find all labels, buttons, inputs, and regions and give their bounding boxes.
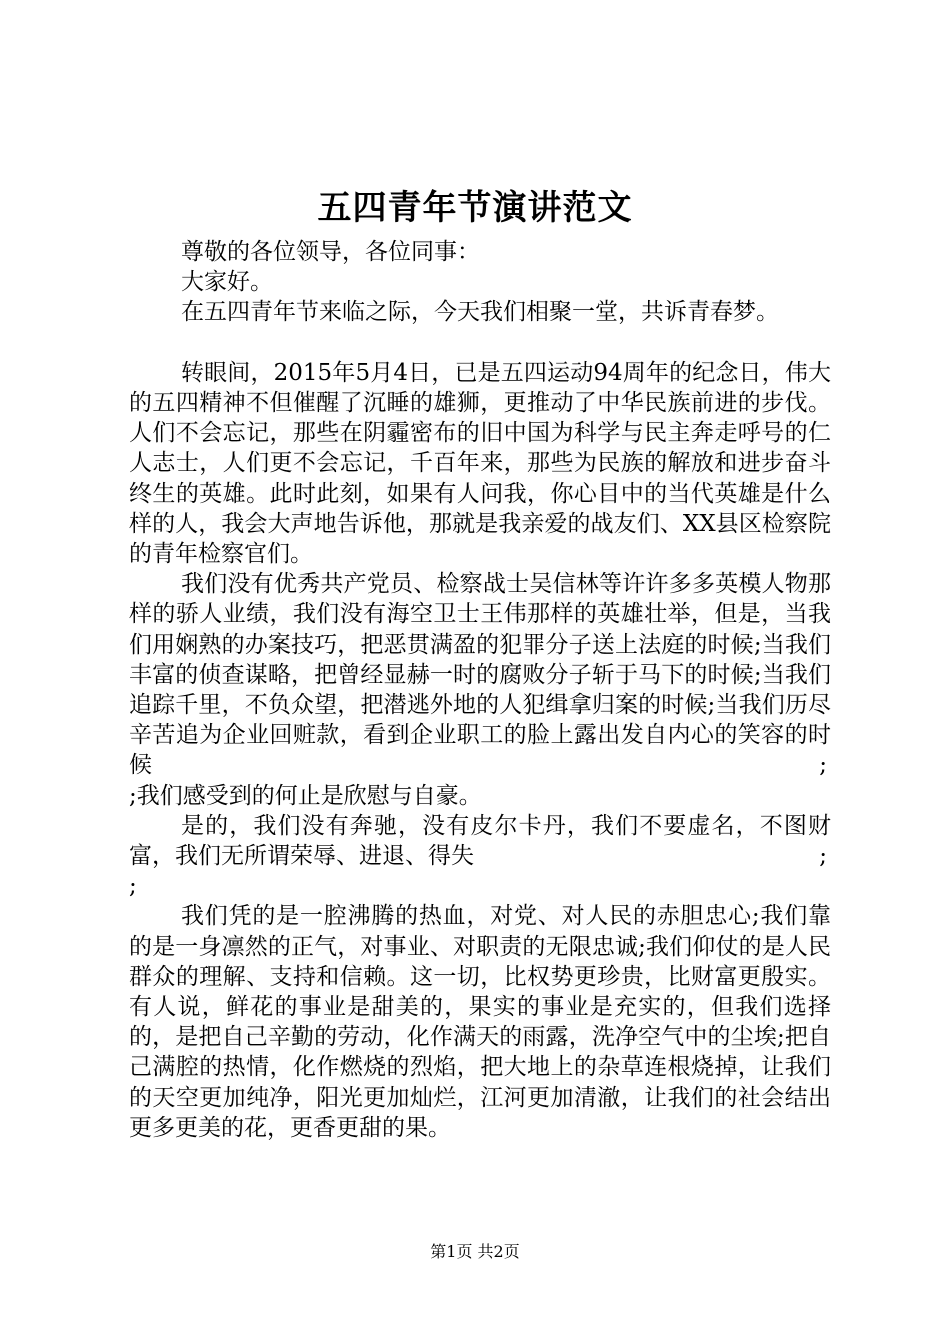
document-body (129, 237, 831, 1143)
blank-line (129, 328, 831, 358)
page-number-footer: 第1页 共2页 (430, 1242, 520, 1261)
trailing-semicolon-1: ; (819, 752, 827, 779)
greeting-paragraph: 大家好。 (181, 269, 273, 296)
body-paragraph-3: 是的，我们没有奔驰，没有皮尔卡丹，我们不要虚名，不图财富，我们无所谓荣辱、进退、得失 (129, 812, 831, 870)
body-paragraph-4: 我们凭的是一腔沸腾的热血，对党、对人民的赤胆忠心;我们靠的是一身凛然的正气，对事业、对职责的无限忠诚;我们仰仗的是人民群众的理解、支持和信赖。这一切，比权势更珍贵，比财富更殷实。有人说，鲜花的事业是甜美的，果实的事业是充实的，但我们选择的，是把自己辛勤的劳动，化作满天的雨露，洗净空气中的尘埃;把自己满腔的热情，化作燃烧的烈焰，把大地上的杂草连根烧掉，让我们的天空更加纯净，阳光更加灿烂，江河更加清澈，让我们的社会结出更多更美的花，更香更甜的果。 (129, 903, 831, 1141)
intro-paragraph: 在五四青年节来临之际，今天我们相聚一堂，共诉青春梦。 (181, 299, 779, 326)
trailing-semicolon-2: ; (819, 843, 827, 870)
body-paragraph-3-continuation: ; (129, 873, 137, 900)
body-paragraph-2: 我们没有优秀共产党员、检察战士吴信林等许许多多英模人物那样的骄人业绩，我们没有海空卫士王伟那样的英雄壮举，但是，当我们用娴熟的办案技巧，把恶贯满盈的犯罪分子送上法庭的时候;当我们丰富的侦查谋略，把曾经显赫一时的腐败分子斩于马下的时候;当我们追踪千里，不负众望，把潜逃外地的人犯缉拿归案的时候;当我们历尽辛苦追为企业回赃款，看到企业职工的脸上露出发自内心的笑容的时候 (129, 571, 831, 779)
body-paragraph-1: 转眼间，2015年5月4日，已是五四运动94周年的纪念日，伟大的五四精神不但催醒了沉睡的雄狮，更推动了中华民族前进的步伐。人们不会忘记，那些在阴霾密布的旧中国为科学与民主奔走呼号的仁人志士，人们更不会忘记，千百年来，那些为民族的解放和进步奋斗终生的英雄。此时此刻，如果有人问我，你心目中的当代英雄是什么样的人，我会大声地告诉他，那就是我亲爱的战友们、XX县区检察院的青年检察官们。 (129, 359, 831, 568)
salutation-paragraph: 尊敬的各位领导，各位同事： (181, 239, 480, 265)
body-paragraph-2-continuation: ;我们感受到的何止是欣慰与自豪。 (129, 782, 482, 809)
document-title: 五四青年节演讲范文 (317, 188, 633, 228)
